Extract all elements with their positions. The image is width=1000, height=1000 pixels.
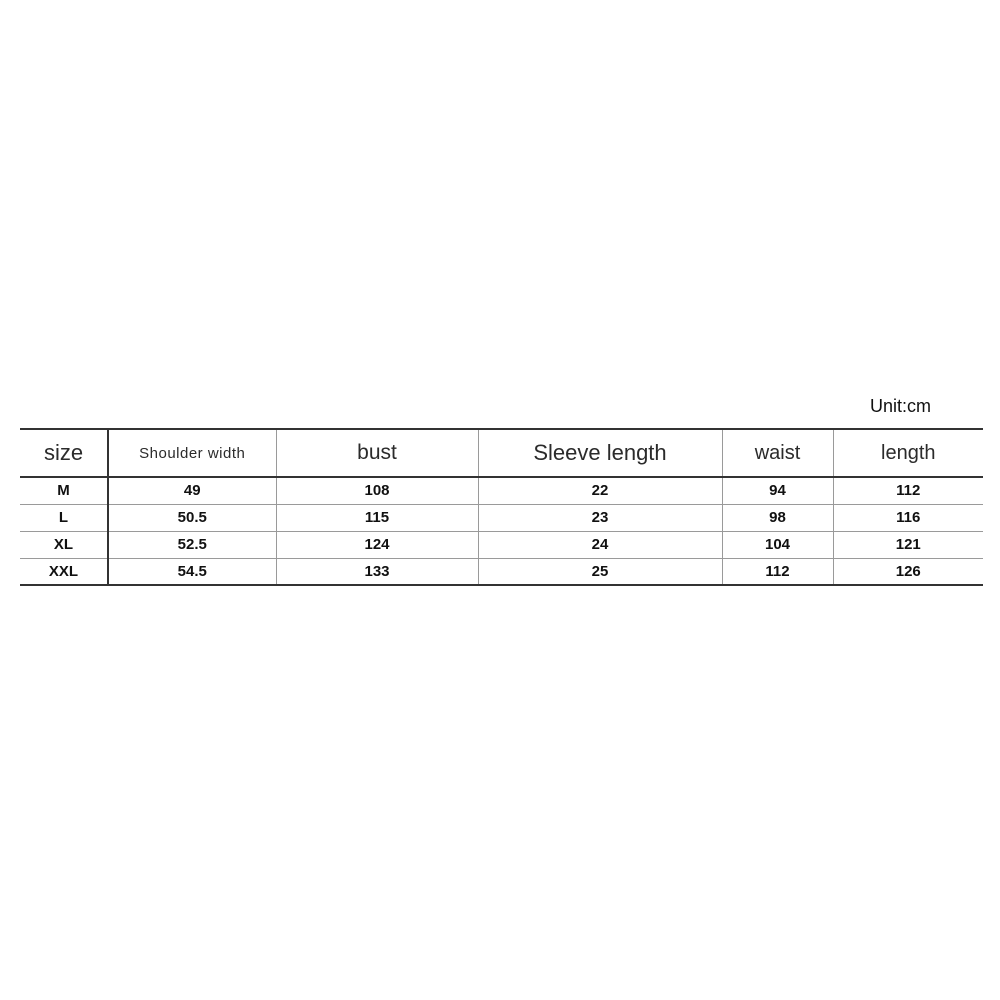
table-cell-shoulder-width: 54.5 (108, 558, 276, 585)
table-cell-sleeve-length: 25 (478, 558, 722, 585)
table-cell-length: 121 (833, 531, 983, 558)
table-cell-bust: 133 (276, 558, 478, 585)
table-cell-shoulder-width: 52.5 (108, 531, 276, 558)
table-cell-bust: 115 (276, 504, 478, 531)
table-cell-waist: 112 (722, 558, 833, 585)
table-cell-waist: 94 (722, 477, 833, 504)
table-cell-sleeve-length: 22 (478, 477, 722, 504)
table-row (20, 531, 983, 558)
table-cell-waist: 104 (722, 531, 833, 558)
table-cell-length: 112 (833, 477, 983, 504)
table-cell-size: L (20, 504, 108, 531)
table-cell-size: XL (20, 531, 108, 558)
column-header-bust: bust (276, 429, 478, 477)
table-cell-waist: 98 (722, 504, 833, 531)
unit-label: Unit:cm (870, 396, 932, 416)
table-cell-shoulder-width: 49 (108, 477, 276, 504)
table-row (20, 477, 983, 504)
column-header-length: length (833, 429, 983, 477)
table-row (20, 558, 983, 585)
table-cell-size: XXL (48, 562, 79, 580)
table-cell-bust: 108 (276, 477, 478, 504)
column-header-waist: waist (722, 429, 833, 477)
table-cell-shoulder-width: 50.5 (108, 504, 276, 531)
table-cell-size: M (20, 477, 108, 504)
table-cell-length: 116 (833, 504, 983, 531)
table-cell-sleeve-length: 23 (478, 504, 722, 531)
table-cell-sleeve-length: 24 (478, 531, 722, 558)
table-header-row (20, 429, 983, 477)
size-chart-table (20, 428, 983, 586)
column-header-size: size (20, 429, 108, 477)
table-row (20, 504, 983, 531)
table-cell-bust: 124 (276, 531, 478, 558)
column-header-sleeve-length: Sleeve length (478, 429, 722, 477)
table-cell-length: 126 (833, 558, 983, 585)
column-header-shoulder-width: Shoulder width (108, 429, 276, 477)
